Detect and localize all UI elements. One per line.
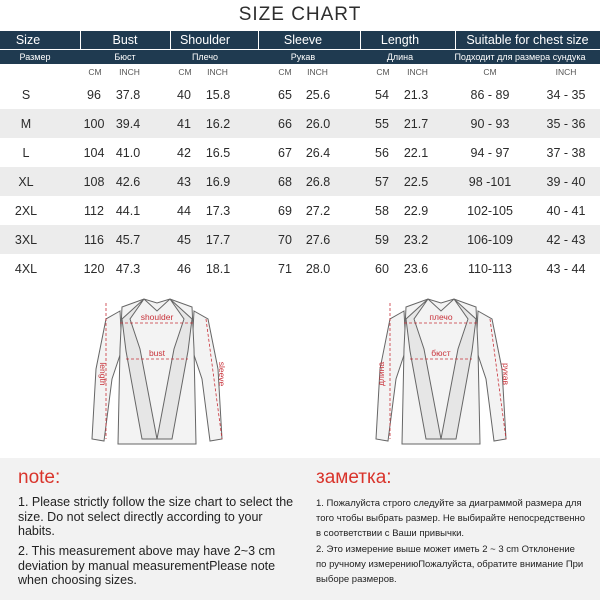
chest-cm-cell: 90 - 93	[470, 116, 510, 131]
header-bust-ru: Бюст	[114, 52, 136, 62]
chest-cm-cell: 94 - 97	[470, 145, 510, 160]
unit-cm: CM	[178, 66, 192, 77]
sleeve-cm-cell: 65	[278, 87, 292, 102]
chest-cm-cell: 86 - 89	[470, 87, 510, 102]
bust-cm-cell: 112	[84, 203, 104, 218]
shoulder-inch-cell: 17.7	[205, 232, 231, 247]
header-row-ru	[0, 49, 600, 64]
diagram-label-shoulder-ru: плечо	[429, 312, 453, 322]
shoulder-cm-cell: 40	[177, 87, 191, 102]
sleeve-inch-cell: 27.2	[305, 203, 331, 218]
length-inch-cell: 21.3	[403, 87, 429, 102]
shoulder-cm-cell: 45	[177, 232, 191, 247]
chest-cm-cell: 102-105	[467, 203, 513, 218]
chest-inch-cell: 34 - 35	[546, 87, 586, 102]
length-inch-cell: 23.6	[403, 261, 429, 276]
length-cm-cell: 54	[375, 87, 389, 102]
chest-inch-cell: 35 - 36	[546, 116, 586, 131]
unit-cm: CM	[278, 66, 292, 77]
header-sleeve: Sleeve	[283, 33, 323, 47]
header-shoulder: Shoulder	[179, 33, 231, 47]
garment-diagram-ru	[366, 289, 516, 454]
chest-inch-cell: 40 - 41	[546, 203, 586, 218]
header-size-ru: Размер	[19, 52, 51, 62]
diagram-label-bust-ru: бюст	[431, 348, 451, 358]
length-inch-cell: 22.1	[403, 145, 429, 160]
table-row	[0, 167, 600, 196]
unit-inch: INCH	[407, 66, 428, 77]
bust-cm-cell: 120	[83, 261, 105, 276]
sleeve-inch-cell: 26.4	[305, 145, 331, 160]
table-row	[0, 109, 600, 138]
length-inch-cell: 22.5	[403, 174, 429, 189]
diagram-label-length-ru: длина	[376, 361, 386, 387]
diagram-label-sleeve: sleeve	[217, 361, 227, 387]
header-chest: Suitable for chest size	[466, 33, 589, 47]
bust-inch-cell: 37.8	[115, 87, 141, 102]
sleeve-inch-cell: 27.6	[305, 232, 331, 247]
unit-inch: INCH	[207, 66, 228, 77]
chest-cm-cell: 110-113	[467, 261, 513, 276]
size-cell: S	[21, 87, 31, 102]
page-title: SIZE CHART	[238, 4, 362, 25]
bust-cm-cell: 96	[87, 87, 101, 102]
shoulder-cm-cell: 43	[177, 174, 191, 189]
length-inch-cell: 22.9	[403, 203, 429, 218]
shoulder-inch-cell: 18.1	[205, 261, 231, 276]
length-cm-cell: 59	[375, 232, 389, 247]
unit-cm: CM	[88, 66, 102, 77]
diagram-label-shoulder: shoulder	[140, 312, 174, 322]
sleeve-cm-cell: 71	[278, 261, 292, 276]
sleeve-inch-cell: 28.0	[305, 261, 331, 276]
size-cell: 2XL	[14, 203, 38, 218]
header-bust: Bust	[112, 33, 138, 47]
unit-cm: CM	[483, 66, 497, 77]
chest-inch-cell: 39 - 40	[546, 174, 586, 189]
unit-cm: CM	[376, 66, 390, 77]
diagram-label-bust: bust	[148, 348, 166, 358]
table-row	[0, 196, 600, 225]
length-cm-cell: 60	[375, 261, 389, 276]
sleeve-inch-cell: 25.6	[305, 87, 331, 102]
note-item-1-ru: 1. Пожалуйста строго следуйте за диаграммой размера для того чтобы выбрать размер. Не выбирайте непосредственно в соответствии с Ваши привычки.	[316, 498, 586, 539]
bust-inch-cell: 41.0	[115, 145, 141, 160]
table-row	[0, 138, 600, 167]
header-sleeve-ru: Рукав	[290, 52, 316, 62]
chest-cm-cell: 106-109	[467, 232, 513, 247]
sleeve-inch-cell: 26.8	[305, 174, 331, 189]
unit-inch: INCH	[555, 66, 577, 77]
header-size: Size	[15, 33, 41, 47]
bust-inch-cell: 44.1	[115, 203, 141, 218]
sleeve-cm-cell: 68	[278, 174, 292, 189]
shoulder-inch-cell: 16.9	[205, 174, 231, 189]
size-cell: 4XL	[14, 261, 38, 276]
chest-inch-cell: 37 - 38	[546, 145, 586, 160]
header-row-units	[0, 64, 600, 79]
chest-cm-cell: 98 -101	[468, 174, 512, 189]
notes-panel	[0, 458, 600, 600]
header-row-en	[0, 31, 600, 49]
sleeve-inch-cell: 26.0	[305, 116, 331, 131]
shoulder-inch-cell: 17.3	[205, 203, 231, 218]
length-inch-cell: 23.2	[403, 232, 429, 247]
header-chest-ru: Подходит для размера сундука	[454, 52, 586, 62]
size-cell: L	[22, 145, 30, 160]
shoulder-cm-cell: 44	[177, 203, 191, 218]
size-cell: XL	[18, 174, 34, 189]
note-item-2-en: 2. This measurement above may have 2~3 cm deviation by manual measurementPlease note when choosing sizes.	[18, 544, 276, 587]
diagram-label-sleeve-ru: рукав	[501, 362, 511, 386]
sleeve-cm-cell: 67	[278, 145, 292, 160]
length-cm-cell: 57	[375, 174, 389, 189]
shoulder-cm-cell: 42	[177, 145, 191, 160]
length-cm-cell: 55	[375, 116, 389, 131]
table-row	[0, 254, 600, 283]
header-length-ru: Длина	[386, 52, 414, 62]
sleeve-cm-cell: 70	[278, 232, 292, 247]
chest-inch-cell: 42 - 43	[546, 232, 586, 247]
bust-inch-cell: 39.4	[115, 116, 141, 131]
note-item-2-ru: 2. Это измерение выше может иметь 2 ~ 3 cm Отклонение по ручному измерениюПожалуйста, обратите внимание При выборе размеров.	[316, 544, 584, 585]
bust-cm-cell: 108	[83, 174, 105, 189]
size-cell: M	[20, 116, 32, 131]
length-inch-cell: 21.7	[403, 116, 429, 131]
shoulder-cm-cell: 46	[177, 261, 191, 276]
bust-inch-cell: 47.3	[115, 261, 141, 276]
sleeve-cm-cell: 66	[278, 116, 292, 131]
bust-cm-cell: 116	[84, 232, 104, 247]
chest-inch-cell: 43 - 44	[546, 261, 586, 276]
sleeve-cm-cell: 69	[278, 203, 292, 218]
garment-diagrams	[0, 283, 600, 458]
note-heading-ru: заметка:	[316, 467, 392, 488]
bust-inch-cell: 42.6	[115, 174, 141, 189]
diagram-label-length: length	[98, 362, 108, 386]
header-shoulder-ru: Плечо	[191, 52, 219, 62]
shoulder-inch-cell: 16.2	[205, 116, 231, 131]
note-heading-en: note:	[18, 467, 61, 488]
size-cell: 3XL	[14, 232, 38, 247]
unit-inch: INCH	[307, 66, 328, 77]
length-cm-cell: 58	[375, 203, 389, 218]
bust-cm-cell: 100	[83, 116, 105, 131]
bust-inch-cell: 45.7	[115, 232, 141, 247]
shoulder-inch-cell: 15.8	[205, 87, 231, 102]
bust-cm-cell: 104	[83, 145, 105, 160]
note-item-1-en: 1. Please strictly follow the size chart to select the size. Do not select directly according to your habits.	[18, 495, 294, 538]
header-length: Length	[380, 33, 420, 47]
table-row	[0, 80, 600, 109]
shoulder-cm-cell: 41	[177, 116, 191, 131]
table-row	[0, 225, 600, 254]
unit-inch: INCH	[119, 66, 140, 77]
length-cm-cell: 56	[375, 145, 389, 160]
shoulder-inch-cell: 16.5	[205, 145, 231, 160]
garment-diagram-en	[82, 289, 232, 454]
